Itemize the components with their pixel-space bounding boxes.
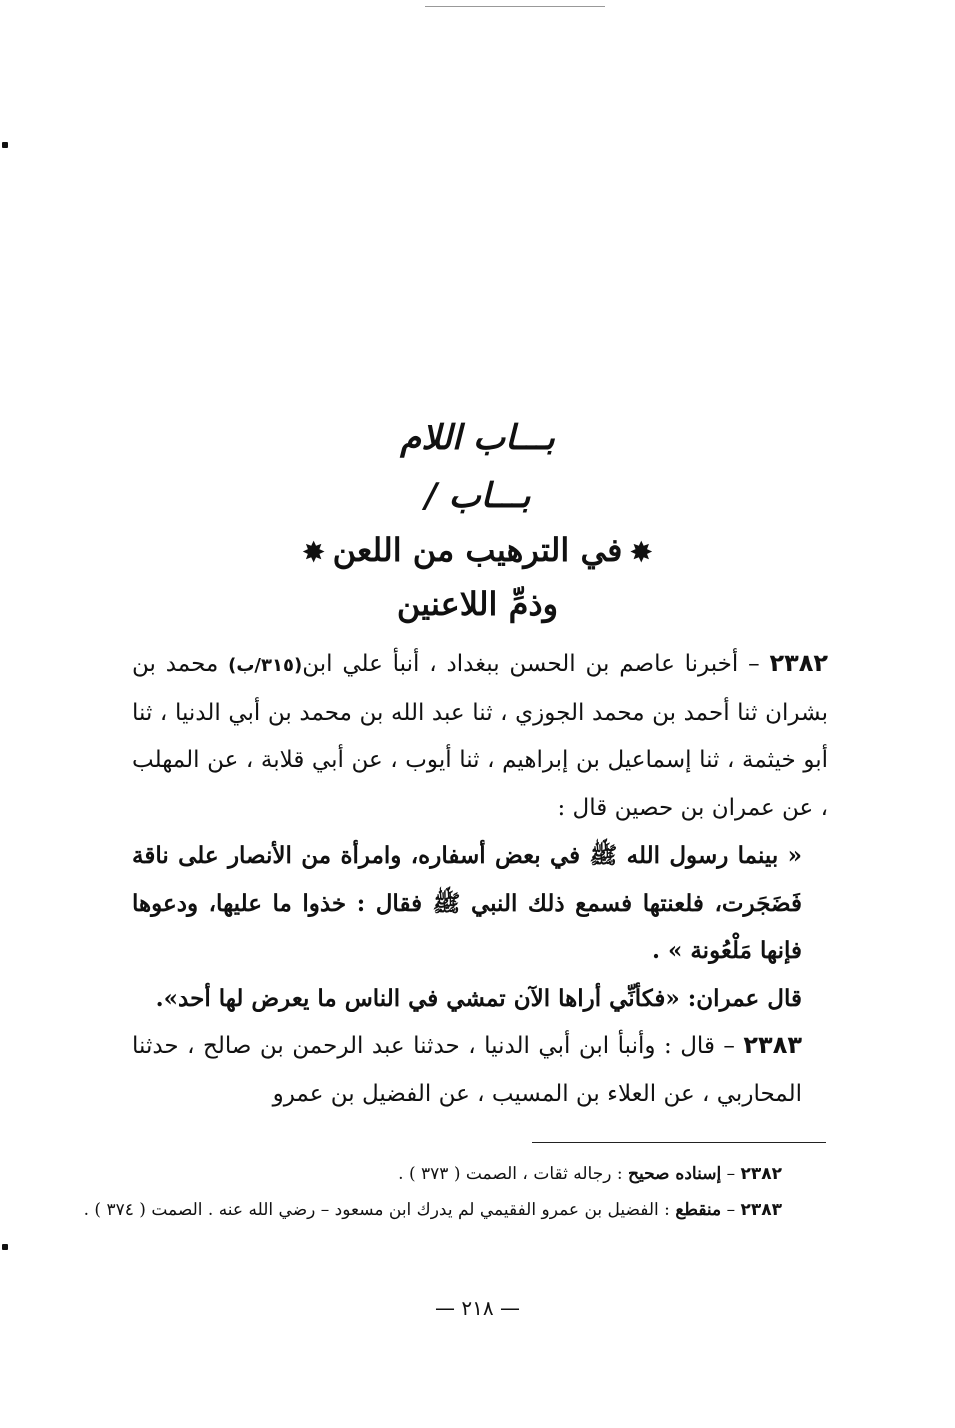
star-ornament-icon: ✸ (630, 538, 653, 568)
topic-title-line1: في الترهيب من اللعن (332, 531, 623, 569)
manuscript-folio-ref: (٣١٥/ب) (228, 655, 303, 676)
main-text (132, 640, 828, 1118)
footnote-item (82, 1156, 782, 1192)
imran-statement: قال عمران: «فكأنِّي أراها الآن تمشي في الناس ما يعرض لها أحد». (155, 984, 802, 1012)
footnote-number: ٢٣٨٢ (740, 1164, 782, 1184)
hadith-number: ٢٣٨٣ (743, 1031, 802, 1059)
hadith-dash: – (723, 1033, 735, 1059)
edge-mark (2, 1244, 8, 1250)
star-ornament-icon: ✸ (302, 538, 325, 568)
chapter-heading: بـــاب اللام (400, 418, 555, 458)
footnote-text: : رجاله ثقات ، الصمت ( ٣٧٣ ) . (398, 1164, 623, 1184)
footnote-number: ٢٣٨٣ (740, 1200, 782, 1220)
hadith-dash: – (748, 651, 760, 677)
footnote-dash: – (726, 1164, 736, 1184)
footnote-text: : الفضيل بن عمرو الفقيمي لم يدرك ابن مسعود – رضي الله عنه . الصمت ( ٣٧٤ ) . (83, 1200, 670, 1220)
edge-mark (2, 142, 8, 148)
page-number: — ٢١٨ — (435, 1296, 520, 1320)
footnotes (82, 1156, 782, 1228)
hadith-number: ٢٣٨٢ (769, 649, 829, 677)
hadith-chain: محمد بن بشران ثنا أحمد بن محمد الجوزي ، ثنا عبد الله بن محمد بن أبي الدنيا ، ثنا أبو خيثمة ، ثنا إسماعيل بن إبراهيم ، ثنا أيوب ، عن أبي قلابة ، عن المهلب ، عن عمران بن حصين قال : (132, 651, 828, 821)
hadith-matn: « بينما رسول الله ﷺ في بعض أسفاره، وامرأة من الأنصار على ناقة فَضَجَرت، فلعنتها فسمع ذلك النبي ﷺ فقال : خذوا ما عليها، ودعوها فإنها مَلْعُونة » . (132, 842, 802, 964)
topic-heading (0, 530, 955, 573)
footnote-grade: منقطع (675, 1200, 722, 1220)
top-rule (425, 6, 605, 7)
hadith-text: قال : وأنبأ ابن أبي الدنيا ، حدثنا عبد الرحمن بن صالح ، حدثنا المحاربي ، عن العلاء بن المسيب ، عن الفضيل بن عمرو (132, 1033, 802, 1107)
hadith-opening: أخبرنا عاصم بن الحسن ببغداد ، أنبأ علي ابن (302, 651, 739, 677)
footnote-separator (532, 1142, 826, 1143)
hadith-2382 (132, 640, 828, 832)
footnote-item (82, 1192, 782, 1228)
footnote-grade: إسناده صحيح (627, 1164, 722, 1184)
topic-heading-line2: وذمِّ اللاعنين (396, 585, 559, 623)
footnote-dash: – (726, 1200, 736, 1220)
hadith-2383 (132, 1022, 828, 1118)
section-heading: بـــاب / (424, 476, 531, 516)
